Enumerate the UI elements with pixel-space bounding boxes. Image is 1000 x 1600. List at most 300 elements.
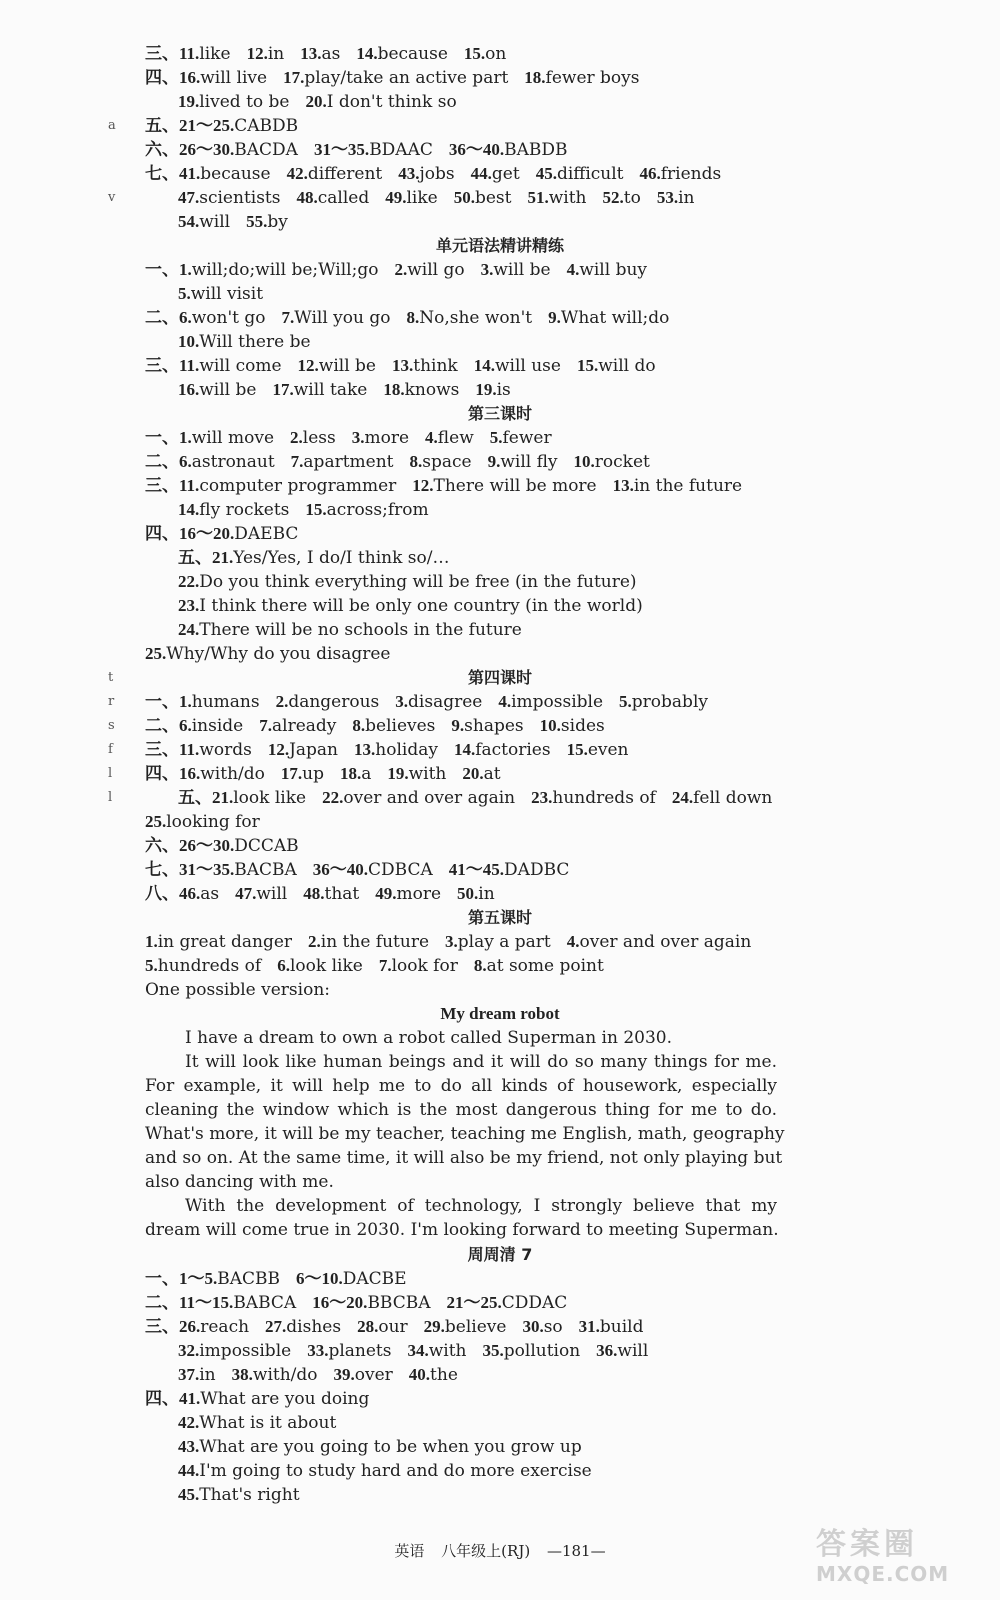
answer-number: 28.	[357, 1317, 379, 1336]
section-heading: 周周清 7	[467, 1245, 533, 1264]
answer-number: 2.	[394, 260, 408, 279]
answer-item	[145, 428, 274, 448]
answer-number: 一、1～5.	[145, 1269, 218, 1288]
answer-text: shapes	[464, 716, 524, 736]
answer-item	[474, 956, 604, 976]
answer-item	[471, 164, 520, 184]
answer-item	[178, 212, 230, 232]
answer-number: 14.	[453, 740, 476, 759]
answer-text: in	[267, 44, 285, 64]
answer-text: less	[302, 428, 336, 448]
answer-number: 36～40.	[312, 860, 369, 879]
answer-item	[259, 716, 336, 736]
answer-item	[457, 884, 495, 904]
answer-item	[579, 1317, 644, 1337]
answer-text: CDBCA	[368, 860, 433, 880]
answer-item	[596, 1341, 648, 1361]
answer-number: 30.	[522, 1317, 544, 1336]
essay-line: dream will come true in 2030. I'm looking forward to meeting Superman.	[145, 1220, 779, 1240]
answer-number: 四、16.	[145, 764, 201, 783]
answer-text: will be	[199, 380, 257, 400]
answer-item	[640, 164, 722, 184]
answer-number: 52.	[602, 188, 624, 207]
answer-text: will fly	[500, 452, 558, 472]
answer-text: a	[361, 764, 372, 784]
answer-item	[178, 1461, 592, 1481]
answer-line	[145, 1387, 385, 1411]
section-heading: 单元语法精讲精练	[435, 236, 564, 255]
essay-line: What's more, it will be my teacher, teaching me English, math, geography	[145, 1124, 785, 1144]
section-heading: 第三课时	[467, 404, 532, 423]
answer-item	[603, 188, 641, 208]
footer-grade: 八年级上(RJ)	[441, 1542, 531, 1560]
watermark-url: MXQE.COM	[816, 1562, 950, 1586]
answer-item	[657, 188, 695, 208]
margin-mark: f	[108, 742, 113, 757]
essay-line: cleaning the window which is the most dangerous thing for me to do.	[145, 1100, 777, 1120]
answer-number: 38.	[231, 1365, 253, 1384]
answer-item	[412, 476, 596, 496]
answer-line	[178, 378, 527, 402]
watermark-cn: 答案圈	[816, 1527, 918, 1562]
answer-item	[178, 380, 256, 400]
answer-number: 三、11.	[145, 44, 200, 63]
answer-number: 4.	[498, 692, 512, 711]
essay-line: also dancing with me.	[145, 1172, 334, 1192]
answer-text: over	[354, 1365, 393, 1385]
answer-line	[145, 114, 314, 138]
answer-text: DAEBC	[234, 524, 299, 544]
answer-number: 六、26～30.	[145, 140, 235, 159]
answer-item	[540, 716, 605, 736]
answer-item	[577, 356, 656, 376]
answer-item	[387, 764, 446, 784]
answer-number: 36.	[596, 1341, 618, 1360]
answer-text: Do you think everything will be free (in the future)	[199, 572, 637, 592]
answer-item	[454, 188, 512, 208]
answer-number: 14.	[178, 500, 200, 519]
answer-number: 37.	[178, 1365, 200, 1384]
answer-item	[375, 884, 441, 904]
answer-number: 25.	[145, 644, 167, 663]
answer-item	[574, 452, 650, 472]
answer-number: 9.	[451, 716, 465, 735]
answer-text: Will there be	[199, 332, 311, 352]
answer-line	[145, 522, 314, 546]
answer-number: 14.	[473, 356, 495, 375]
answer-text: fewer boys	[545, 68, 640, 88]
answer-number: 15.	[566, 740, 588, 759]
answer-item	[352, 716, 435, 736]
answer-number: 四、16～20.	[145, 524, 235, 543]
answer-item	[145, 812, 260, 832]
answer-item	[298, 356, 376, 376]
answer-number: 3.	[351, 428, 365, 447]
answer-number: 七、31～35.	[145, 860, 235, 879]
essay-line: and so on. At the same time, it will also be my friend, not only playing but	[145, 1148, 783, 1168]
answer-line	[178, 786, 788, 810]
answer-item	[672, 788, 773, 808]
answer-item	[334, 1365, 393, 1385]
answer-item	[307, 1341, 391, 1361]
answer-text: already	[272, 716, 337, 736]
answer-text: fell down	[693, 788, 773, 808]
answer-text: scientists	[199, 188, 281, 208]
answer-item	[145, 524, 298, 544]
answer-line	[178, 90, 473, 114]
answer-item	[145, 860, 297, 880]
answer-line	[145, 66, 656, 90]
answer-text: will be	[493, 260, 551, 280]
answer-item	[424, 1317, 507, 1337]
answer-text: more	[364, 428, 410, 448]
answer-text: will do	[598, 356, 656, 376]
answer-item	[247, 44, 285, 64]
answer-item	[178, 188, 281, 208]
answer-item	[145, 164, 271, 184]
answer-line	[178, 210, 304, 234]
answer-number: 19.	[387, 764, 409, 783]
answer-line	[145, 138, 584, 162]
answer-text: I'm going to study hard and do more exercise	[199, 1461, 592, 1481]
answer-text: will take	[293, 380, 368, 400]
answer-text: What is it about	[199, 1413, 337, 1433]
answer-item	[527, 188, 586, 208]
answer-item	[464, 44, 506, 64]
answer-text: BACBB	[217, 1269, 281, 1289]
answer-text: will live	[200, 68, 268, 88]
answer-item	[445, 932, 551, 952]
answer-item	[613, 476, 743, 496]
answer-number: 19.	[475, 380, 497, 399]
answer-number: 5.	[489, 428, 503, 447]
answer-number: 一、1.	[145, 260, 192, 279]
answer-item	[178, 1365, 216, 1385]
answer-text: will visit	[190, 284, 264, 304]
answer-line	[145, 162, 737, 186]
answer-number: 43.	[178, 1437, 200, 1456]
answer-number: 13.	[612, 476, 634, 495]
answer-text: impossible	[199, 1341, 292, 1361]
answer-number: 49.	[375, 884, 397, 903]
answer-text: dangerous	[288, 692, 380, 712]
answer-item	[145, 476, 396, 496]
answer-item	[145, 932, 292, 952]
answer-line	[145, 42, 522, 66]
answer-text: like	[199, 44, 231, 64]
answer-number: 16～20.	[312, 1293, 368, 1312]
answer-text: computer programmer	[199, 476, 397, 496]
answer-number: 33.	[307, 1341, 329, 1360]
answer-number: 4.	[425, 428, 438, 447]
answer-text: holiday	[375, 740, 438, 760]
answer-number: 12.	[412, 476, 434, 495]
answer-item	[178, 1485, 300, 1505]
answer-number: 五、21.	[178, 548, 234, 567]
answer-line	[145, 738, 645, 762]
answer-number: 55.	[246, 212, 268, 231]
answer-number: 20.	[305, 92, 327, 111]
answer-item	[178, 332, 311, 352]
answer-line	[145, 474, 758, 498]
answer-number: 16.	[178, 380, 200, 399]
answer-item	[296, 1269, 407, 1289]
essay-body	[145, 1026, 785, 1242]
answer-line	[145, 834, 315, 858]
answer-item	[178, 596, 643, 616]
answer-line	[178, 570, 653, 594]
answer-text: in	[478, 884, 495, 904]
answer-text: get	[491, 164, 520, 184]
answer-text: our	[378, 1317, 408, 1337]
answer-text: with/do	[200, 764, 265, 784]
answer-number: 三、11.	[145, 356, 200, 375]
answer-number: 18.	[339, 764, 362, 783]
answer-text: on	[485, 44, 507, 64]
answer-text: will	[617, 1341, 649, 1361]
answer-number: 4.	[566, 260, 580, 279]
answer-text: probably	[631, 692, 708, 712]
answer-text: DACBE	[342, 1269, 407, 1289]
answer-item	[536, 164, 624, 184]
answer-line	[178, 1435, 598, 1459]
answer-text: What will;do	[560, 308, 670, 328]
answer-item	[567, 932, 752, 952]
answer-item	[531, 788, 656, 808]
answer-text: Japan	[289, 740, 339, 760]
answer-number: 44.	[178, 1461, 200, 1480]
answer-text: What are you doing	[200, 1389, 370, 1409]
answer-text: inside	[191, 716, 244, 736]
section-heading: 第四课时	[467, 668, 532, 687]
answer-item	[178, 284, 263, 304]
answer-number: 15.	[305, 500, 327, 519]
answer-item	[272, 380, 367, 400]
answer-item	[145, 356, 282, 376]
answer-line	[178, 1483, 316, 1507]
answer-line	[145, 714, 621, 738]
answer-item	[474, 356, 561, 376]
answer-text: BDAAC	[369, 140, 433, 160]
answer-number: 23.	[178, 596, 200, 615]
answer-item	[619, 692, 708, 712]
answer-line	[145, 306, 685, 330]
answer-item	[522, 1317, 562, 1337]
answer-text: hundreds of	[157, 956, 262, 976]
answer-item	[306, 92, 457, 112]
answer-text: There will be no schools in the future	[199, 620, 522, 640]
answer-number: 10.	[573, 452, 595, 471]
answer-item	[300, 44, 340, 64]
answer-number: 3.	[480, 260, 494, 279]
answer-text: at	[483, 764, 501, 784]
answer-item	[232, 1365, 318, 1385]
answer-text: No,she won't	[419, 308, 533, 328]
answer-text: will buy	[579, 260, 648, 280]
answer-item	[475, 380, 510, 400]
answer-item	[454, 740, 551, 760]
answer-item	[451, 716, 523, 736]
answer-text: will move	[191, 428, 275, 448]
answer-item	[282, 308, 391, 328]
answer-text: the	[430, 1365, 458, 1385]
answer-number: 53.	[656, 188, 679, 207]
answer-item	[481, 260, 551, 280]
answer-text: look like	[289, 956, 363, 976]
answer-item	[145, 1389, 369, 1409]
answer-text: DCCAB	[234, 836, 299, 856]
answer-line	[178, 1363, 474, 1387]
answer-number: 9.	[487, 452, 501, 471]
answer-item	[145, 260, 378, 280]
answer-number: 18.	[524, 68, 546, 87]
answer-line	[145, 1315, 660, 1339]
answer-text: I think there will be only one country (in the world)	[199, 596, 643, 616]
answer-text: with	[548, 188, 587, 208]
essay-line: It will look like human beings and it will do so many things for me.	[185, 1052, 777, 1072]
answer-number: 二、6.	[145, 452, 192, 471]
answer-number: 2.	[275, 692, 289, 711]
answer-item	[283, 68, 508, 88]
answer-number: 31.	[578, 1317, 600, 1336]
answer-item	[287, 164, 383, 184]
answer-number: 3.	[445, 932, 458, 951]
answer-text: fewer	[502, 428, 552, 448]
answer-text: will;do;will be;Will;go	[191, 260, 379, 280]
answer-item	[488, 452, 558, 472]
answer-number: 四、41.	[145, 1389, 201, 1408]
answer-text: up	[302, 764, 324, 784]
answer-number: 八、46.	[145, 884, 201, 903]
answer-text: with/do	[252, 1365, 318, 1385]
answer-line	[178, 498, 445, 522]
answer-item	[281, 764, 324, 784]
answer-number: 13.	[391, 356, 414, 375]
answer-item	[145, 884, 219, 904]
answer-number: 三、11.	[145, 476, 200, 495]
answer-text: think	[413, 356, 458, 376]
essay-line: With the development of technology, I strongly believe that my	[185, 1196, 777, 1216]
answer-line	[178, 546, 466, 570]
answer-item	[395, 692, 482, 712]
answer-text: hundreds of	[552, 788, 656, 808]
answer-number: 13.	[354, 740, 376, 759]
answer-item	[277, 956, 363, 976]
answer-item	[385, 188, 438, 208]
answer-line	[145, 882, 511, 906]
answer-number: 7.	[378, 956, 392, 975]
answer-number: 27.	[265, 1317, 287, 1336]
answer-number: 6.	[277, 956, 290, 975]
margin-mark: v	[108, 190, 116, 205]
answer-number: 45.	[535, 164, 557, 183]
answer-text: What are you going to be when you grow up	[199, 1437, 582, 1457]
answer-text: lived to be	[199, 92, 290, 112]
answer-number: 43.	[398, 164, 420, 183]
footer-subject: 英语	[394, 1542, 425, 1560]
answer-line	[145, 642, 406, 666]
answer-item	[235, 884, 287, 904]
answer-item	[268, 740, 338, 760]
answer-number: 44.	[470, 164, 492, 183]
answer-item	[394, 260, 464, 280]
answer-item	[145, 644, 390, 664]
answer-text: planets	[328, 1341, 392, 1361]
answer-line	[178, 594, 659, 618]
answer-item	[498, 692, 603, 712]
footer-page-number: —181—	[546, 1542, 606, 1560]
answer-text: Will you go	[294, 308, 391, 328]
answer-number: 25.	[145, 812, 167, 831]
answer-line	[145, 1267, 423, 1291]
answer-number: 12.	[297, 356, 319, 375]
answer-item	[379, 956, 458, 976]
answer-text: more	[396, 884, 442, 904]
answer-text: rocket	[594, 452, 650, 472]
answer-number: 2.	[308, 932, 321, 951]
answer-line	[145, 858, 585, 882]
answer-number: 五、21.	[178, 788, 234, 807]
answer-number: 7.	[290, 452, 304, 471]
answer-number: 23.	[531, 788, 553, 807]
answer-number: 47.	[235, 884, 257, 903]
answer-line	[145, 762, 517, 786]
answer-number: 35.	[482, 1341, 504, 1360]
answer-text: believe	[444, 1317, 507, 1337]
answer-text: as	[200, 884, 220, 904]
answer-text: will be	[318, 356, 376, 376]
answer-item	[145, 692, 260, 712]
answer-text: build	[599, 1317, 644, 1337]
answer-line	[145, 810, 276, 834]
answer-number: 19.	[178, 92, 200, 111]
answer-text: dishes	[286, 1317, 342, 1337]
answer-text: BABCA	[233, 1293, 297, 1313]
answer-number: 54.	[178, 212, 200, 231]
answer-number: 5.	[619, 692, 632, 711]
answer-text: in great danger	[157, 932, 293, 952]
answer-number: 31～35.	[313, 140, 370, 159]
answer-item	[246, 212, 288, 232]
answer-item	[291, 452, 394, 472]
answer-item	[178, 620, 522, 640]
margin-mark: s	[108, 718, 115, 733]
answer-item	[312, 1293, 430, 1313]
answer-text: reach	[200, 1317, 250, 1337]
margin-mark: a	[108, 118, 116, 133]
answer-item	[449, 140, 568, 160]
answer-item	[178, 1341, 291, 1361]
answer-line	[145, 258, 663, 282]
answer-text: jobs	[419, 164, 455, 184]
answer-text: BABDB	[504, 140, 568, 160]
answer-text: by	[267, 212, 288, 232]
answer-number: 6～10.	[296, 1269, 343, 1288]
answer-number: 49.	[385, 188, 407, 207]
answer-number: 三、11.	[145, 740, 200, 759]
answer-number: 18.	[383, 380, 405, 399]
answer-text: Why/Why do you disagree	[166, 644, 391, 664]
answer-text: will	[256, 884, 288, 904]
answer-number: 17.	[280, 764, 303, 783]
answer-item	[145, 740, 252, 760]
answer-number: 29.	[423, 1317, 445, 1336]
answer-text: will	[199, 212, 231, 232]
answer-text: factories	[475, 740, 551, 760]
answer-text: believes	[365, 716, 436, 736]
answer-number: 22.	[178, 572, 200, 591]
answer-item	[407, 1341, 466, 1361]
